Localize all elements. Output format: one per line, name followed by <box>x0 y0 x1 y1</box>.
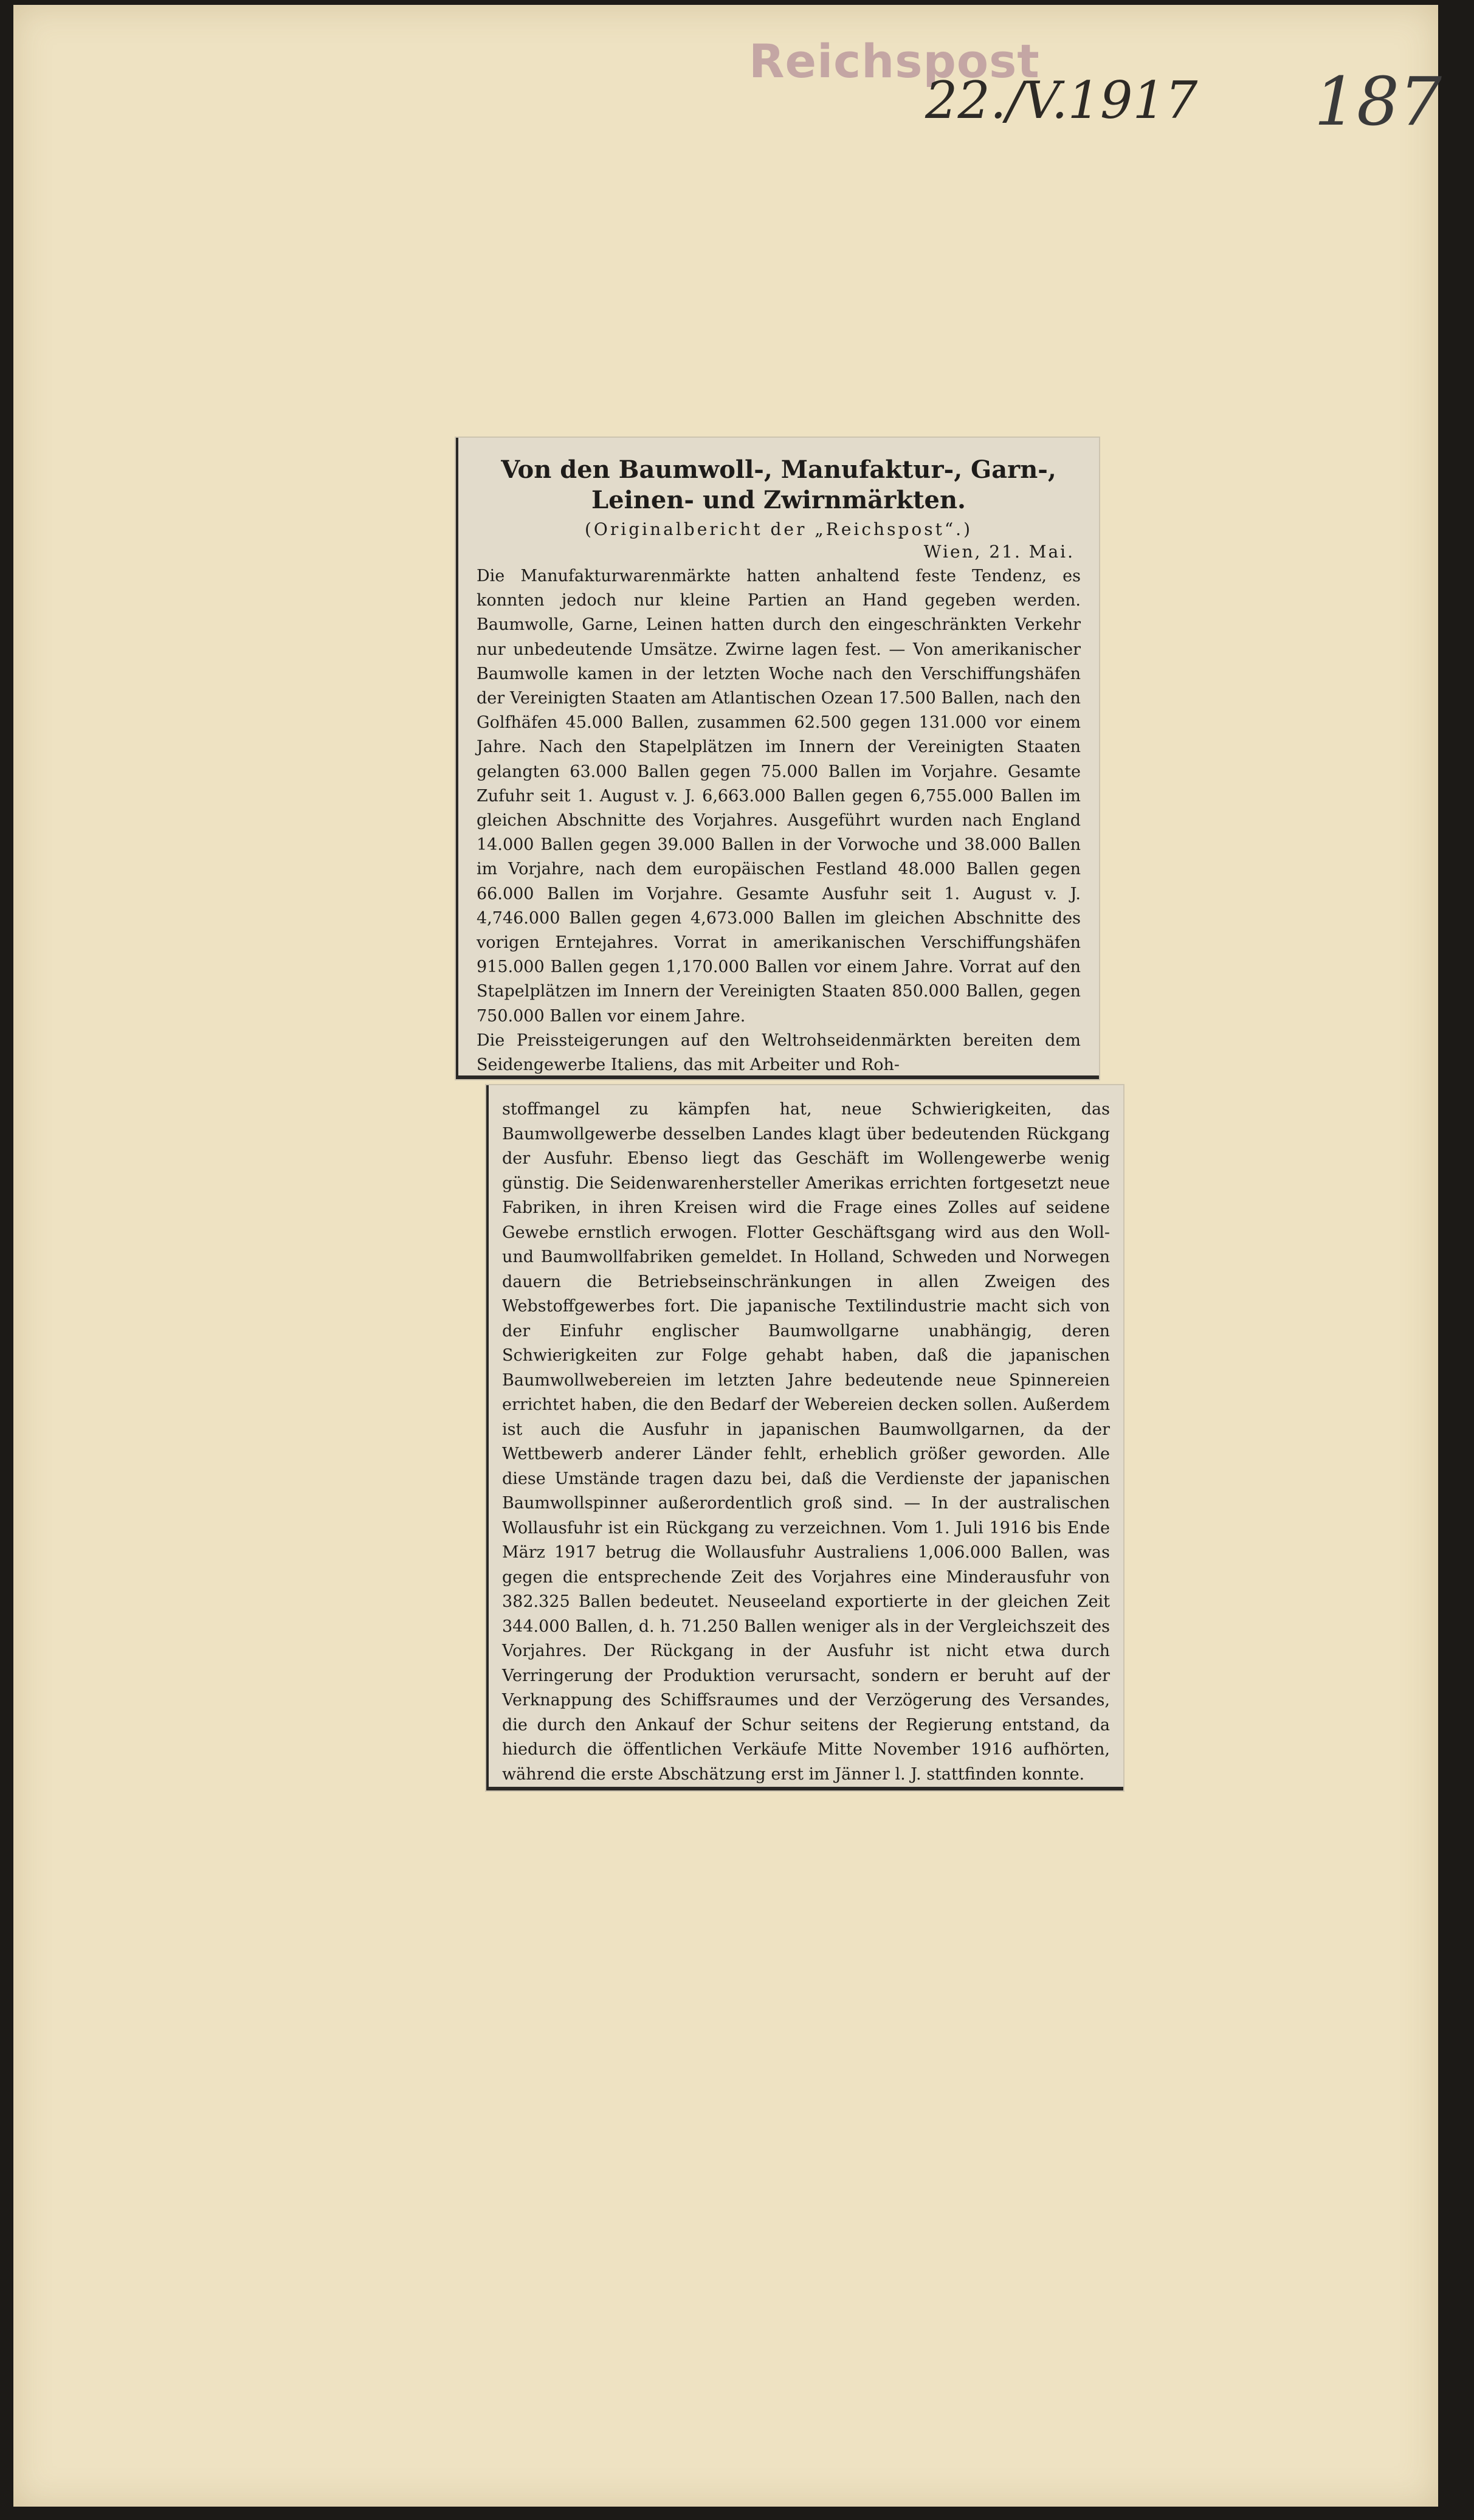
clipping-part-1 <box>456 438 1099 1079</box>
article-source: (Originalbericht der „Reichspost“.) <box>585 519 973 539</box>
article-paragraph-1: Die Manufakturwarenmärkte hatten anhaltend feste Tendenz, es konnten jedoch nur kleine Partien an Hand gegeben werden. Baumwolle, Garne, Leinen hatten durch den eingeschränkten Verkehr nur unbedeutende Umsätze. Zwirne lagen fest. — Von amerikanischer Baumwolle kamen in der letzten Woche nach den Verschiffungshäfen der Vereinigten Staaten am Atlantischen Ozean 17.500 Ballen, nach den Golfhäfen 45.000 Ballen, zusammen 62.500 gegen 131.000 vor einem Jahre. Nach den Stapelplätzen im Innern der Vereinigten Staaten gelangten 63.000 Ballen gegen 75.000 Ballen im Vorjahre. Gesamte Zufuhr seit 1. August v. J. 6,663.000 Ballen gegen 6,755.000 Ballen im gleichen Abschnitte des Vorjahres. Ausgeführt wurden nach England 14.000 Ballen gegen 39.000 Ballen in der Vorwoche und 38.000 Ballen im Vorjahre, nach dem europäischen Festland 48.000 Ballen gegen 66.000 Ballen im Vorjahre. Gesamte Ausfuhr seit 1. August v. J. 4,746.000 Ballen gegen 4,673.000 Ballen im gleichen Abschnitte des vorigen Erntejahres. Vorrat in amerikanischen Verschiffungshäfen 915.000 Ballen gegen 1,170.000 Ballen vor einem Jahre. Vorrat auf den Stapelplätzen im Innern der Vereinigten Staaten 850.000 Ballen, gegen 750.000 Ballen vor einem Jahre. <box>477 567 1081 1026</box>
article-headline: Von den Baumwoll-, Manufaktur-, Garn-, Leinen- und Zwirnmärkten. <box>501 455 1056 514</box>
newspaper-stamp: Reichspost <box>749 34 1040 88</box>
handwritten-date: 22./V.1917 <box>925 71 1198 130</box>
folio-number: 187 <box>1314 63 1442 140</box>
clipping-part-2 <box>486 1085 1123 1790</box>
article-dateline: Wien, 21. Mai. <box>923 542 1075 562</box>
article-paragraph-2-start: Die Preissteigerungen auf den Weltrohseidenmärkten bereiten dem Seidengewerbe Italiens, das mit Arbeiter und Roh- <box>477 1030 1081 1075</box>
article-paragraph-2-continued: stoffmangel zu kämpfen hat, neue Schwierigkeiten, das Baumwollgewerbe desselben Landes klagt über bedeutenden Rückgang der Ausfuhr. Ebenso liegt das Geschäft im Wollengewerbe wenig günstig. Die Seidenwarenhersteller Amerikas errichten fortgesetzt neue Fabriken, in ihren Kreisen wird die Frage eines Zolles auf seidene Gewebe ernstlich erwogen. Flotter Geschäftsgang wird aus den Woll- und Baumwollfabriken gemeldet. In Holland, Schweden und Norwegen dauern die Betriebseinschränkungen in allen Zweigen des Webstoffgewerbes fort. Die japanische Textilindustrie macht sich von der Einfuhr englischer Baumwollgarne unabhängig, deren Schwierigkeiten zur Folge gehabt haben, daß die japanischen Baumwollwebereien im letzten Jahre bedeutende neue Spinnereien errichtet haben, die den Bedarf der Webereien decken sollen. Außerdem ist auch die Ausfuhr in japanischen Baumwollgarnen, da der Wettbewerb anderer Länder fehlt, erheblich größer geworden. Alle diese Umstände tragen dazu bei, daß die Verdienste der japanischen Baumwollspinner außerordentlich groß sind. — In der australischen Wollausfuhr ist ein Rückgang zu verzeichnen. Vom 1. Juli 1916 bis Ende März 1917 betrug die Wollausfuhr Australiens 1,006.000 Ballen, was gegen die entsprechende Zeit des Vorjahres eine Minderausfuhr von 382.325 Ballen bedeutet. Neuseeland exportierte in der gleichen Zeit 344.000 Ballen, d. h. 71.250 Ballen weniger als in der Vergleichszeit des Vorjahres. Der Rückgang in der Ausfuhr ist nicht etwa durch Verringerung der Produktion verursacht, sondern er beruht auf der Verknappung des Schiffsraumes und der Verzögerung des Versandes, die durch den Ankauf der Schur seitens der Regierung entstand, da hiedurch die öffentlichen Verkäufe Mitte November 1916 aufhörten, während die erste Abschätzung erst im Jänner l. J. stattfinden konnte. <box>502 1100 1110 1784</box>
